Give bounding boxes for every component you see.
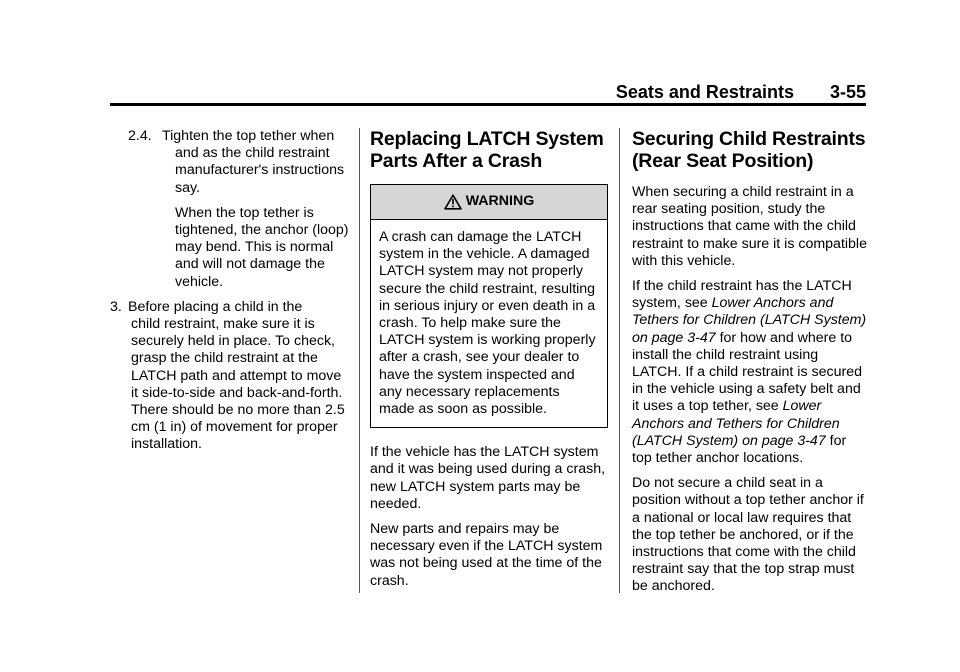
section-title: Seats and Restraints (615, 82, 794, 102)
warning-box (370, 184, 608, 428)
column-left (110, 128, 350, 454)
cross-reference-link[interactable]: Lower Anchors and Tethers for Children (LATCH System) on page 3-47 (632, 295, 867, 346)
list-text-first: Before placing a child in the (128, 298, 303, 315)
list-text-rest: child restraint, make sure it is securely held in place. To check, grasp the child restraint at the LATCH path and attempt to move it side-to-side and back-and-forth. There should be no more than 2.5 cm (1 in) of movement for proper installation. (131, 316, 345, 453)
list-item (110, 299, 350, 454)
column-middle (370, 128, 608, 598)
list-number: 2.4. (128, 128, 152, 144)
header-rule (110, 103, 866, 106)
column-divider (619, 128, 620, 593)
list-text-first: Tighten the top tether when (162, 128, 335, 144)
cross-reference-link[interactable]: Lower Anchors and Tethers for Children (LATCH System) on page 3-47 (632, 398, 840, 449)
list-text-rest: and as the child restraint manufacturer's instructions say. (175, 145, 345, 196)
warning-header (371, 185, 607, 220)
column-divider (359, 128, 360, 593)
list-item (110, 128, 350, 291)
column-right (632, 128, 868, 604)
section-heading: Securing Child Restraints (Rear Seat Position) (632, 128, 866, 172)
warning-icon (444, 194, 462, 210)
warning-title: WARNING (465, 193, 535, 210)
warning-text: A crash can damage the LATCH system in the vehicle. A damaged LATCH system may not properly secure the child restraint, resulting in serious injury or even death in a crash. To help make sure the LATCH system is working properly after a crash, see your dealer to have the system inspected and any necessary replacements made as soon as possible. (379, 229, 596, 418)
page-number: 3-55 (829, 82, 866, 102)
paragraph: When securing a child restraint in a rear seating position, study the instructions that came with the child restraint to make sure it is compatible with this vehicle. (632, 184, 867, 269)
paragraph: Do not secure a child seat in a position without a top tether anchor if a national or local law requires that the top tether be anchored, or if the instructions that come with the child restraint say that the top strap must be anchored. (632, 475, 864, 595)
page-header (110, 82, 866, 102)
list-number: 3. (110, 298, 122, 315)
list-subparagraph: When the top tether is tightened, the anchor (loop) may bend. This is normal and will not damage the vehicle. (175, 204, 349, 290)
paragraph: If the vehicle has the LATCH system and it was being used during a crash, new LATCH system parts may be needed. (370, 444, 606, 512)
section-heading: Replacing LATCH System Parts After a Crash (370, 128, 604, 172)
paragraph: New parts and repairs may be necessary even if the LATCH system was not being used at the time of the crash. (370, 521, 603, 589)
paragraph: If the child restraint has the LATCH system, see Lower Anchors and Tethers for Children (LATCH System) on page 3-47 for how and where to install the child restraint using LATCH. If a child restraint is secured in the vehicle using a safety belt and it uses a top tether, see Lower Anchors and Tethers for Children (LATCH System) on page 3-47 for top tether anchor locations. (632, 278, 867, 467)
